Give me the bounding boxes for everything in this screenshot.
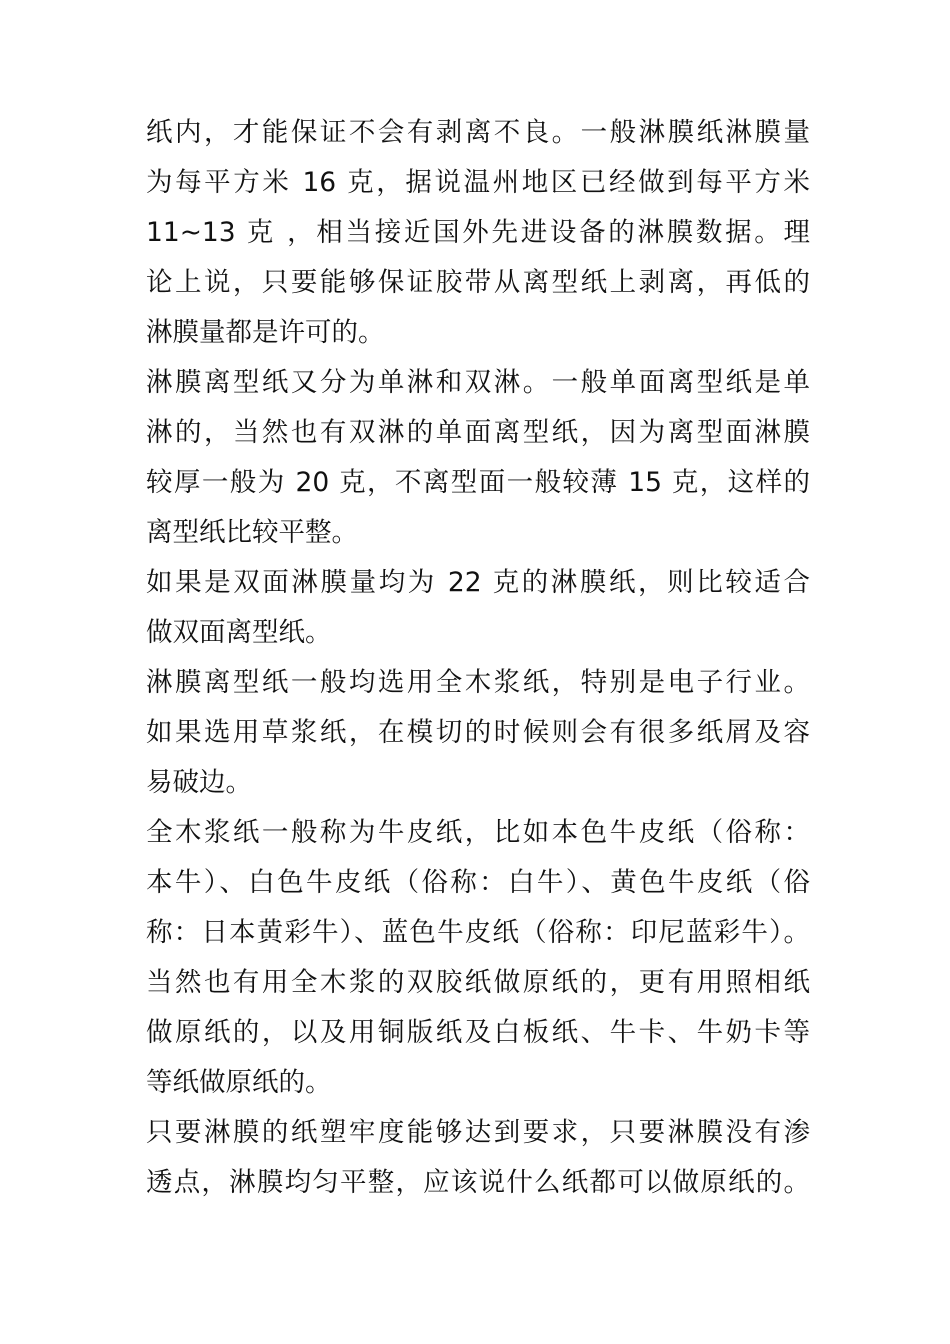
text-line: 纸内，才能保证不会有剥离不良。一般淋膜纸淋膜量 xyxy=(146,117,810,148)
text-line: 为每平方米 16 克，据说温州地区已经做到每平方米 xyxy=(146,167,810,198)
paragraph xyxy=(146,658,810,808)
text-line: 透点，淋膜均匀平整，应该说什么纸都可以做原纸的。 xyxy=(146,1167,810,1198)
text-line: 全木浆纸一般称为牛皮纸，比如本色牛皮纸（俗称： xyxy=(146,817,810,848)
text-line: 淋的，当然也有双淋的单面离型纸，因为离型面淋膜 xyxy=(146,417,810,448)
text-line: 论上说，只要能够保证胶带从离型纸上剥离，再低的 xyxy=(146,267,810,298)
text-line: 只要淋膜的纸塑牢度能够达到要求，只要淋膜没有渗 xyxy=(146,1117,810,1148)
paragraph xyxy=(146,1108,810,1208)
text-line: 11~13 克 ，相当接近国外先进设备的淋膜数据。理 xyxy=(146,217,810,248)
text-line: 如果是双面淋膜量均为 22 克的淋膜纸，则比较适合 xyxy=(146,567,810,598)
text-line: 称：日本黄彩牛）、蓝色牛皮纸（俗称：印尼蓝彩牛）。 xyxy=(146,917,810,948)
text-line: 做双面离型纸。 xyxy=(146,617,332,648)
text-line: 淋膜离型纸一般均选用全木浆纸，特别是电子行业。 xyxy=(146,667,810,698)
text-line: 易破边。 xyxy=(146,767,252,798)
paragraph xyxy=(146,558,810,658)
document-body xyxy=(146,108,810,1208)
text-line: 做原纸的，以及用铜版纸及白板纸、牛卡、牛奶卡等 xyxy=(146,1017,810,1048)
paragraph xyxy=(146,808,810,1108)
text-line: 淋膜离型纸又分为单淋和双淋。一般单面离型纸是单 xyxy=(146,367,810,398)
text-line: 离型纸比较平整。 xyxy=(146,517,358,548)
paragraph xyxy=(146,108,810,358)
text-line: 淋膜量都是许可的。 xyxy=(146,317,385,348)
text-line: 本牛）、白色牛皮纸（俗称：白牛）、黄色牛皮纸（俗 xyxy=(146,867,810,898)
text-line: 等纸做原纸的。 xyxy=(146,1067,332,1098)
paragraph xyxy=(146,358,810,558)
text-line: 如果选用草浆纸，在模切的时候则会有很多纸屑及容 xyxy=(146,717,810,748)
text-line: 较厚一般为 20 克，不离型面一般较薄 15 克，这样的 xyxy=(146,467,810,498)
text-line: 当然也有用全木浆的双胶纸做原纸的，更有用照相纸 xyxy=(146,967,810,998)
